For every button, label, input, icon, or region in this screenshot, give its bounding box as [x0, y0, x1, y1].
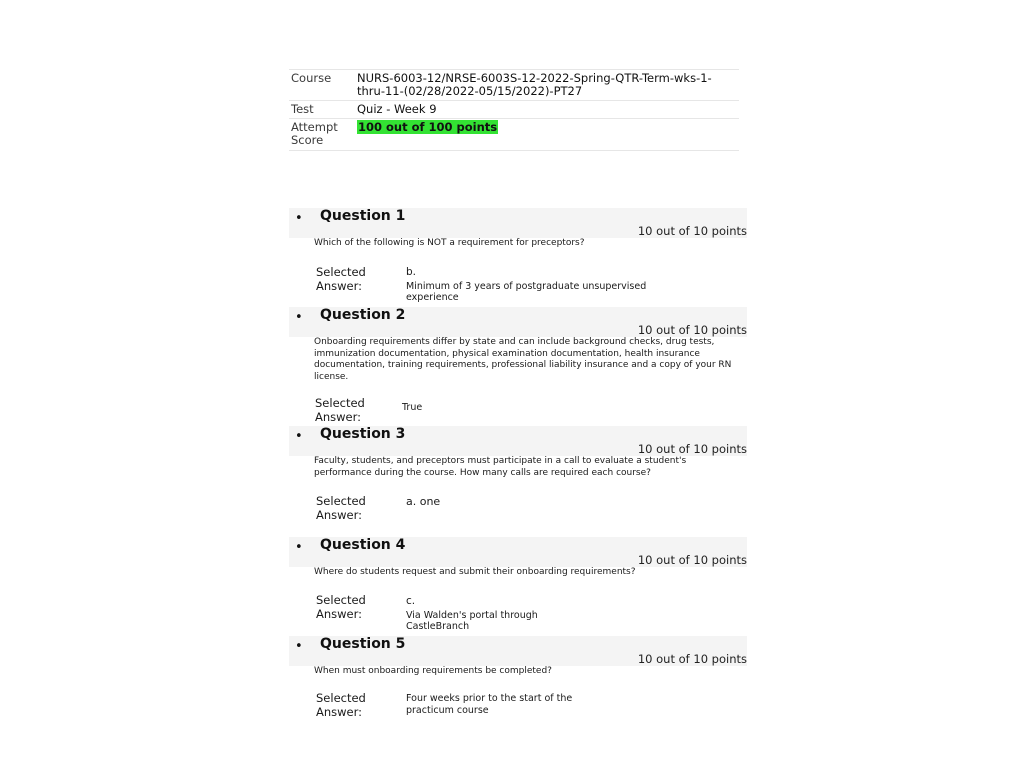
answer-letter: a. one [406, 495, 441, 508]
selected-answer-label: Selected Answer: [316, 494, 366, 522]
question-points: 10 out of 10 points [637, 553, 747, 567]
answer-text: True [402, 402, 423, 413]
attempt-summary-table [289, 69, 739, 151]
question-5 [289, 636, 747, 719]
test-row [289, 100, 739, 118]
attempt-score-row [289, 118, 739, 151]
answer-text: Four weeks prior to the start of the practicum course [406, 693, 573, 716]
question-header [289, 307, 747, 337]
question-points: 10 out of 10 points [637, 323, 747, 337]
bullet-icon: • [295, 639, 303, 654]
answer-text: Via Walden's portal through CastleBranch [406, 609, 538, 632]
question-title: Question 1 [320, 208, 406, 224]
question-title: Question 2 [320, 307, 406, 323]
question-points: 10 out of 10 points [637, 442, 747, 456]
question-title: Question 3 [320, 426, 406, 442]
test-value: Quiz - Week 9 [357, 102, 437, 116]
course-value: NURS-6003-12/NRSE-6003S-12-2022-Spring-QTR-Term-wks-1-thru-11-(02/28/2022-05/15/2022)-PT27 [357, 71, 712, 98]
test-label: Test [291, 102, 314, 116]
answer-letter: b. [406, 266, 417, 278]
question-header [289, 537, 747, 567]
question-text: Onboarding requirements differ by state and can include background checks, drug tests, immunization documentation, physical examination documentation, health insurance documentation, training requirements, professional liability insurance and a copy of your RN license. [314, 337, 732, 382]
answer-letter: c. [406, 595, 416, 607]
question-text: Where do students request and submit their onboarding requirements? [314, 567, 636, 577]
question-text: Faculty, students, and preceptors must participate in a call to evaluate a student's performance during the course. How many calls are required each course? [314, 456, 687, 478]
question-points: 10 out of 10 points [637, 652, 747, 666]
selected-answer-label: Selected Answer: [316, 265, 366, 293]
question-4 [289, 537, 747, 632]
attempt-score-value: 100 out of 100 points [358, 120, 498, 134]
selected-answer-label: Selected Answer: [315, 396, 365, 424]
bullet-icon: • [295, 310, 303, 325]
question-header [289, 208, 747, 238]
answer-text: Minimum of 3 years of postgraduate unsupervised experience [406, 280, 647, 303]
question-header [289, 426, 747, 456]
question-1 [289, 208, 747, 303]
selected-answer-label: Selected Answer: [316, 593, 366, 621]
bullet-icon: • [295, 540, 303, 555]
course-row [289, 69, 739, 100]
question-header [289, 636, 747, 666]
bullet-icon: • [295, 429, 303, 444]
course-label: Course [291, 71, 332, 85]
question-text: Which of the following is NOT a requirement for preceptors? [314, 238, 585, 248]
selected-answer-label: Selected Answer: [316, 691, 366, 719]
bullet-icon: • [295, 211, 303, 226]
question-3 [289, 426, 747, 522]
question-title: Question 5 [320, 636, 406, 652]
question-2 [289, 307, 747, 424]
question-title: Question 4 [320, 537, 406, 553]
attempt-score-label: Attempt Score [291, 120, 338, 147]
question-text: When must onboarding requirements be completed? [314, 666, 552, 676]
question-points: 10 out of 10 points [637, 224, 747, 238]
